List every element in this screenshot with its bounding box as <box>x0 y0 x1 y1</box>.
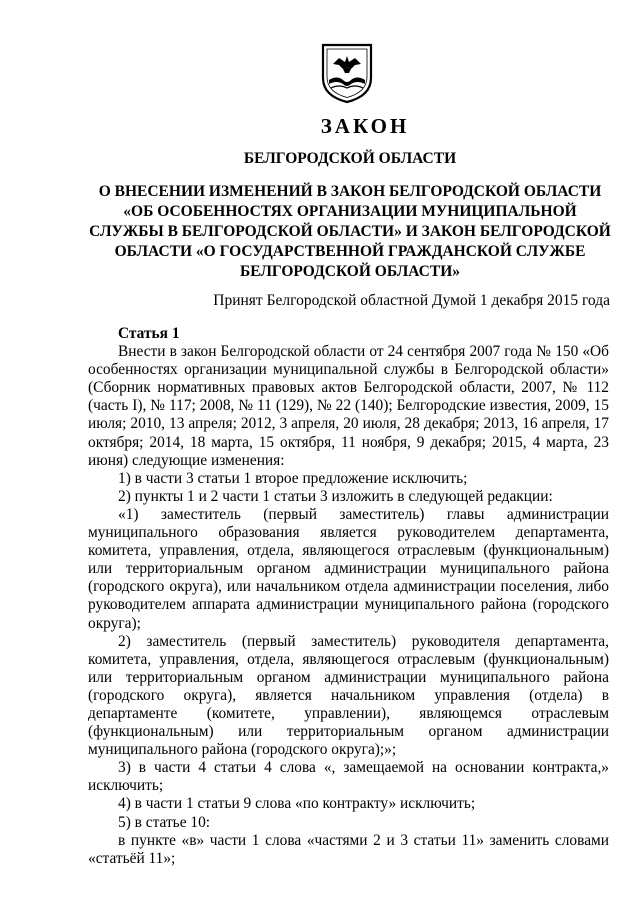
paragraph: 2) пункты 1 и 2 части 1 статьи 3 изложить в следующей редакции: <box>118 487 553 505</box>
paragraph: в пункте «в» части 1 слова «частями 2 и 3 статьи 11» заменить словами «статьёй 11»; <box>88 831 609 867</box>
document-subtitle: БЕЛГОРОДСКОЙ ОБЛАСТИ <box>243 150 457 167</box>
paragraph: 2) заместитель (первый заместитель) руководителя департамента, комитета, управления, отдела, являющегося отраслевым (функциональным) или территориальным органом администрации муниципального района (городского округа), является начальником управления (отдела) в департаменте (комитете, управлении), являющемся отраслевым (функциональным) или территориальным органом администрации муниципального района (городского округа);»; <box>88 632 609 759</box>
paragraph: 4) в части 1 статьи 9 слова «по контракту» исключить; <box>118 795 476 813</box>
paragraph: 5) в статье 10: <box>118 813 211 831</box>
document-title: ЗАКОН <box>320 114 410 138</box>
coat-of-arms-icon <box>319 42 375 104</box>
paragraph: «1) заместитель (первый заместитель) главы администрации муниципального образования является руководителем департамента, комитета, управления, отдела, являющегося отраслевым (функциональным) или территориальным органом администрации муниципального района (городского округа), или начальником отдела администрации поселения, либо руководителем аппарата администрации муниципального района (городского округа); <box>88 505 609 632</box>
paragraph: 3) в части 4 статьи 4 слова «, замещаемой на основании контракта,» исключить; <box>88 759 609 795</box>
paragraph: Внести в закон Белгородской области от 24 сентября 2007 года № 150 «Об особенностях организации муниципальной службы в Белгородской области» (Сборник нормативных правовых актов Белгородской области, 2007, № 112 (часть I), № 117; 2008, № 11 (129), № 22 (140); Белгородские известия, 2009, 15 июля; 2010, 13 апреля; 2012, 3 апреля, 20 июля, 28 декабря; 2013, 16 апреля, 17 октября; 2014, 18 марта, 15 октября, 11 ноября, 9 декабря; 2015, 4 марта, 23 июня) следующие изменения: <box>88 343 609 469</box>
document-body <box>88 325 609 868</box>
paragraph: 1) в части 3 статьи 1 второе предложение исключить; <box>118 469 468 487</box>
article-title: Статья 1 <box>118 325 180 342</box>
document-heading: О ВНЕСЕНИИ ИЗМЕНЕНИЙ В ЗАКОН БЕЛГОРОДСКОЙ ОБЛАСТИ «ОБ ОСОБЕННОСТЯХ ОРГАНИЗАЦИИ МУНИЦИПАЛЬНОЙ СЛУЖБЫ В БЕЛГОРОДСКОЙ ОБЛАСТИ» И ЗАКОН БЕЛГОРОДСКОЙ ОБЛАСТИ «О ГОСУДАРСТВЕННОЙ ГРАЖДАНСКОЙ СЛУЖБЕ БЕЛГОРОДСКОЙ ОБЛАСТИ» <box>89 183 611 280</box>
adoption-line: Принят Белгородской областной Думой 1 декабря 2015 года <box>213 292 610 309</box>
